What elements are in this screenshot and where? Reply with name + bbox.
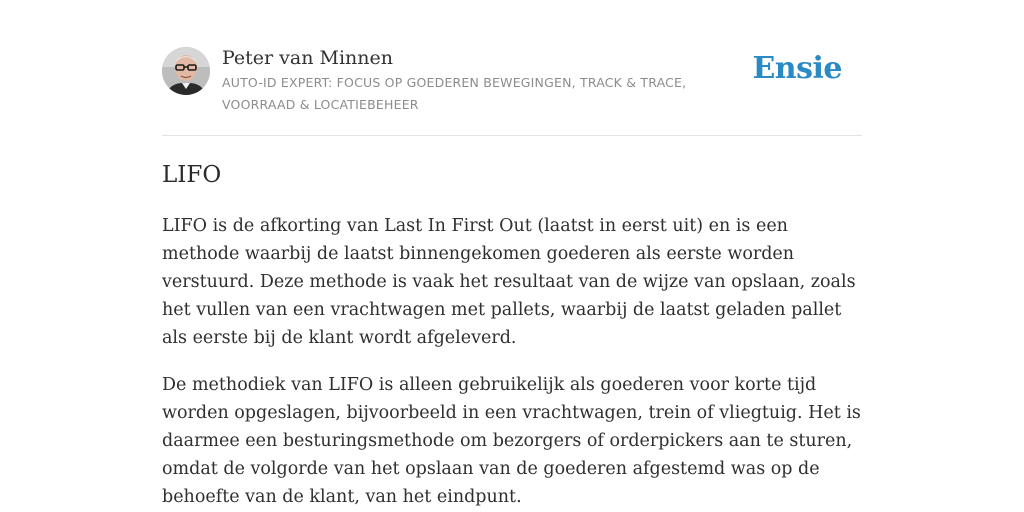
avatar-portrait-icon — [162, 47, 210, 95]
author-avatar[interactable] — [162, 47, 210, 95]
article-paragraph: LIFO is de afkorting van Last In First Out (laatst in eerst uit) en is een methode waarbij de laatst binnengekomen goederen als eerste worden verstuurd. Deze methode is vaak het resultaat van de wijze van opslaan, zoals het vullen van een vrachtwagen met pallets, waarbij de laatst geladen pallet als eerste bij de klant wordt afgeleverd. — [162, 216, 856, 348]
author-tagline: AUTO-ID EXPERT: FOCUS OP GOEDEREN BEWEGINGEN, TRACK & TRACE, VOORRAAD & LOCATIEBEHEER — [222, 75, 687, 112]
article-header — [162, 44, 862, 136]
article-body — [162, 212, 862, 512]
author-name[interactable]: Peter van Minnen — [222, 47, 393, 69]
article-paragraph: De methodiek van LIFO is alleen gebruikelijk als goederen voor korte tijd worden opgeslagen, bijvoorbeeld in een vrachtwagen, trein of vliegtuig. Het is daarmee een besturingsmethode om bezorgers of orderpickers aan te sturen, omdat de volgorde van het opslaan van de goederen afgestemd was op de behoefte van de klant, van het eindpunt. — [162, 375, 861, 507]
ensie-logo[interactable]: Ensie — [752, 51, 842, 86]
article-title: LIFO — [162, 162, 222, 188]
